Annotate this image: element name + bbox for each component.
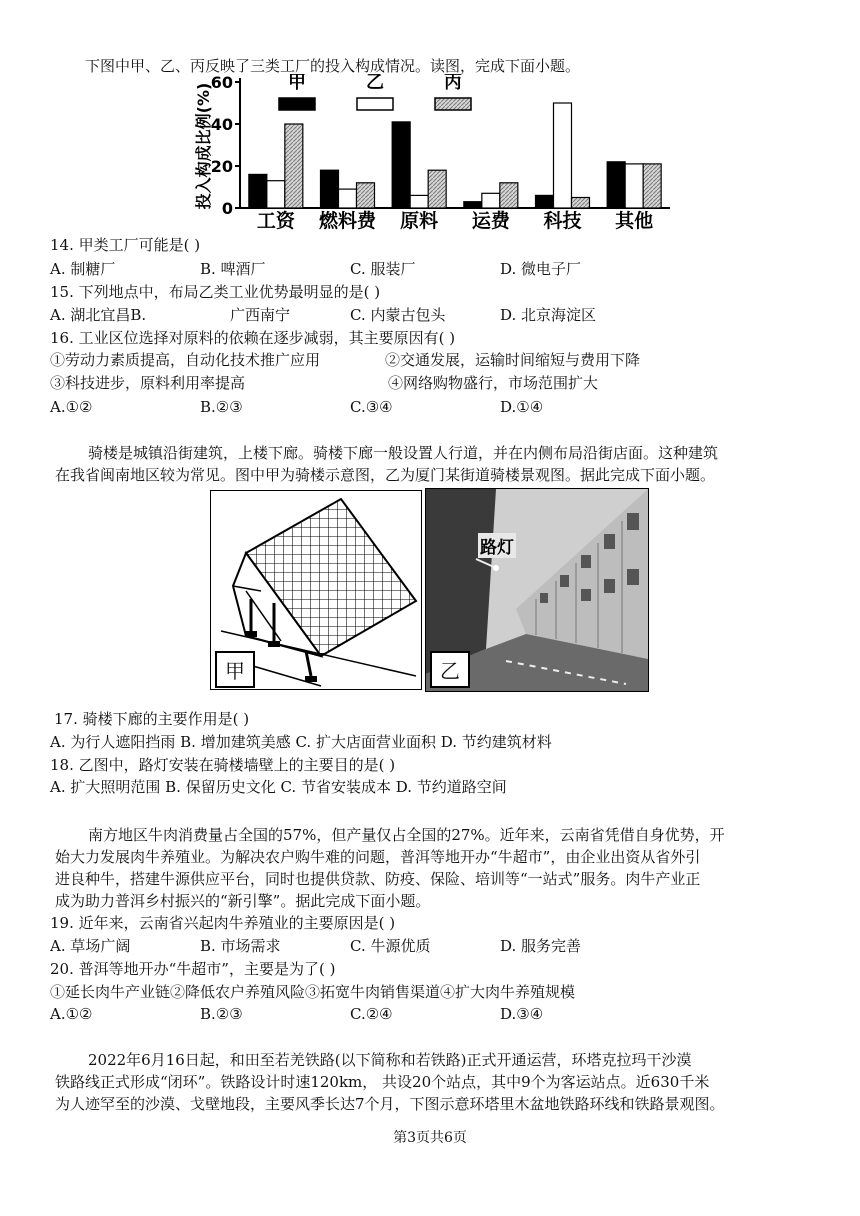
legend-label-甲: 甲 — [288, 74, 306, 93]
q16-option-a[interactable]: A.①② — [50, 398, 93, 416]
legend-label-丙: 丙 — [444, 74, 462, 93]
bar-chart — [185, 74, 685, 238]
y-tick-label: 0 — [221, 199, 233, 218]
q16-statement-3: ③科技进步，原料利用率提高 — [50, 374, 246, 392]
q19-option-d[interactable]: D. 服务完善 — [500, 937, 582, 955]
figure-jia-label: 甲 — [215, 651, 255, 688]
intro-paragraph-3-line-4: 成为助力普洱乡村振兴的“新引擎”。据此完成下面小题。 — [55, 892, 431, 910]
q14-option-c[interactable]: C. 服装厂 — [350, 260, 416, 278]
bar-丙-工资 — [285, 124, 303, 208]
q16-statement-1: ①劳动力素质提高，自动化技术推广应用 — [50, 351, 321, 369]
x-category-label: 其他 — [615, 210, 654, 232]
bar-甲-燃料费 — [321, 170, 339, 208]
bar-乙-原料 — [410, 195, 428, 208]
x-category-label: 科技 — [543, 210, 582, 232]
question-19-stem: 19. 近年来，云南省兴起肉牛养殖业的主要原因是( ) — [50, 914, 396, 932]
bar-乙-其他 — [625, 164, 643, 208]
question-16-stem: 16. 工业区位选择对原料的依赖在逐步减弱，其主要原因有( ) — [50, 329, 456, 347]
question-18-stem: 18. 乙图中，路灯安装在骑楼墙壁上的主要目的是( ) — [50, 756, 396, 774]
legend-label-乙: 乙 — [366, 74, 384, 93]
q15-option-b[interactable]: 广西南宁 — [230, 306, 291, 324]
legend-swatch-乙 — [357, 98, 393, 110]
q14-option-a[interactable]: A. 制糖厂 — [50, 260, 116, 278]
figure-jia-arcade-diagram — [210, 490, 422, 690]
intro-paragraph-2-line-2: 在我省闽南地区较为常见。图中甲为骑楼示意图，乙为厦门某街道骑楼景观图。据此完成下面小题。 — [55, 466, 716, 484]
y-tick-label: 20 — [210, 157, 233, 176]
intro-paragraph-3-line-2: 始大力发展肉牛养殖业。为解决农户购牛难的问题，普洱等地开办“牛超市”，由企业出资从省外引 — [55, 848, 701, 866]
y-tick-label: 60 — [210, 74, 233, 92]
bar-乙-运费 — [482, 193, 500, 208]
q16-statement-2: ②交通发展，运输时间缩短与费用下降 — [385, 351, 641, 369]
intro-paragraph-4-line-2: 铁路线正式形成“闭环”。铁路设计时速120km， 共设20个站点，其中9个为客运站点。近630千米 — [55, 1073, 710, 1091]
bar-甲-工资 — [249, 174, 267, 208]
figure-yi-street-photo — [425, 488, 649, 692]
bar-丙-运费 — [500, 183, 518, 208]
q20-option-b[interactable]: B.②③ — [200, 1005, 243, 1023]
intro-paragraph-4-line-1: 2022年6月16日起，和田至若羌铁路(以下简称和若铁路)正式开通运营，环塔克拉玛干沙漠 — [88, 1051, 692, 1069]
q14-option-b[interactable]: B. 啤酒厂 — [200, 260, 266, 278]
bar-丙-科技 — [572, 198, 590, 209]
q16-statement-4: ④网络购物盛行，市场范围扩大 — [388, 374, 599, 392]
q19-option-b[interactable]: B. 市场需求 — [200, 937, 281, 955]
q18-options[interactable]: A. 扩大照明范围 B. 保留历史文化 C. 节省安装成本 D. 节约道路空间 — [50, 778, 507, 796]
intro-paragraph-3-line-1: 南方地区牛肉消费量占全国的57%，但产量仅占全国的27%。近年来，云南省凭借自身优势，开 — [88, 826, 725, 844]
bar-甲-其他 — [607, 162, 625, 208]
x-category-label: 工资 — [256, 210, 295, 232]
bar-丙-其他 — [643, 164, 661, 208]
bar-乙-燃料费 — [339, 189, 357, 208]
q15-option-a[interactable]: A. 湖北宜昌B. — [50, 306, 147, 324]
question-15-stem: 15. 下列地点中，布局乙类工业优势最明显的是( ) — [50, 283, 381, 301]
q19-option-c[interactable]: C. 牛源优质 — [350, 937, 431, 955]
intro-paragraph-4-line-3: 为人迹罕至的沙漠、戈壁地段，主要风季长达7个月，下图示意环塔里木盆地铁路环线和铁路景观图。 — [55, 1095, 725, 1113]
x-category-label: 运费 — [471, 210, 510, 232]
bar-甲-运费 — [464, 202, 482, 208]
bar-chart-svg — [185, 74, 685, 234]
figure-yi-label: 乙 — [430, 651, 470, 688]
q16-option-b[interactable]: B.②③ — [200, 398, 243, 416]
bar-甲-科技 — [536, 195, 554, 208]
x-category-label: 燃料费 — [318, 210, 377, 232]
street-lamp-label: 路灯 — [478, 533, 516, 558]
y-tick-label: 40 — [210, 115, 233, 134]
q14-option-d[interactable]: D. 微电子厂 — [500, 260, 582, 278]
q17-options[interactable]: A. 为行人遮阳挡雨 B. 增加建筑美感 C. 扩大店面营业面积 D. 节约建筑材料 — [50, 733, 552, 751]
bar-丙-燃料费 — [357, 183, 375, 208]
x-category-label: 原料 — [400, 210, 439, 232]
intro-paragraph-2-line-1: 骑楼是城镇沿街建筑，上楼下廊。骑楼下廊一般设置人行道，并在内侧布局沿街店面。这种建筑 — [88, 444, 719, 462]
legend-swatch-丙 — [435, 98, 471, 110]
q20-option-a[interactable]: A.①② — [50, 1005, 93, 1023]
y-axis-label: 投入构成比例(%) — [194, 82, 213, 210]
intro-paragraph-3-line-3: 进良种牛，搭建牛源供应平台，同时也提供贷款、防疫、保险、培训等“一站式”服务。肉牛产业正 — [55, 870, 701, 888]
q15-option-c[interactable]: C. 内蒙古包头 — [350, 306, 446, 324]
bar-丙-原料 — [428, 170, 446, 208]
q20-option-c[interactable]: C.②④ — [350, 1005, 393, 1023]
q16-option-d[interactable]: D.①④ — [500, 398, 544, 416]
q20-option-d[interactable]: D.③④ — [500, 1005, 544, 1023]
question-14-stem: 14. 甲类工厂可能是( ) — [50, 236, 201, 254]
question-17-stem: 17. 骑楼下廊的主要作用是( ) — [54, 710, 250, 728]
intro-paragraph-1: 下图中甲、乙、丙反映了三类工厂的投入构成情况。读图，完成下面小题。 — [85, 57, 581, 75]
q16-option-c[interactable]: C.③④ — [350, 398, 393, 416]
legend-swatch-甲 — [279, 98, 315, 110]
q20-statements: ①延长肉牛产业链②降低农户养殖风险③拓宽牛肉销售渠道④扩大肉牛养殖规模 — [50, 983, 576, 1001]
bar-乙-工资 — [267, 181, 285, 208]
page-footer: 第3页共6页 — [393, 1130, 467, 1146]
q15-option-d[interactable]: D. 北京海淀区 — [500, 306, 597, 324]
bar-甲-原料 — [392, 122, 410, 208]
q19-option-a[interactable]: A. 草场广阔 — [50, 937, 131, 955]
question-20-stem: 20. 普洱等地开办“牛超市”，主要是为了( ) — [50, 960, 336, 978]
bar-乙-科技 — [554, 103, 572, 208]
